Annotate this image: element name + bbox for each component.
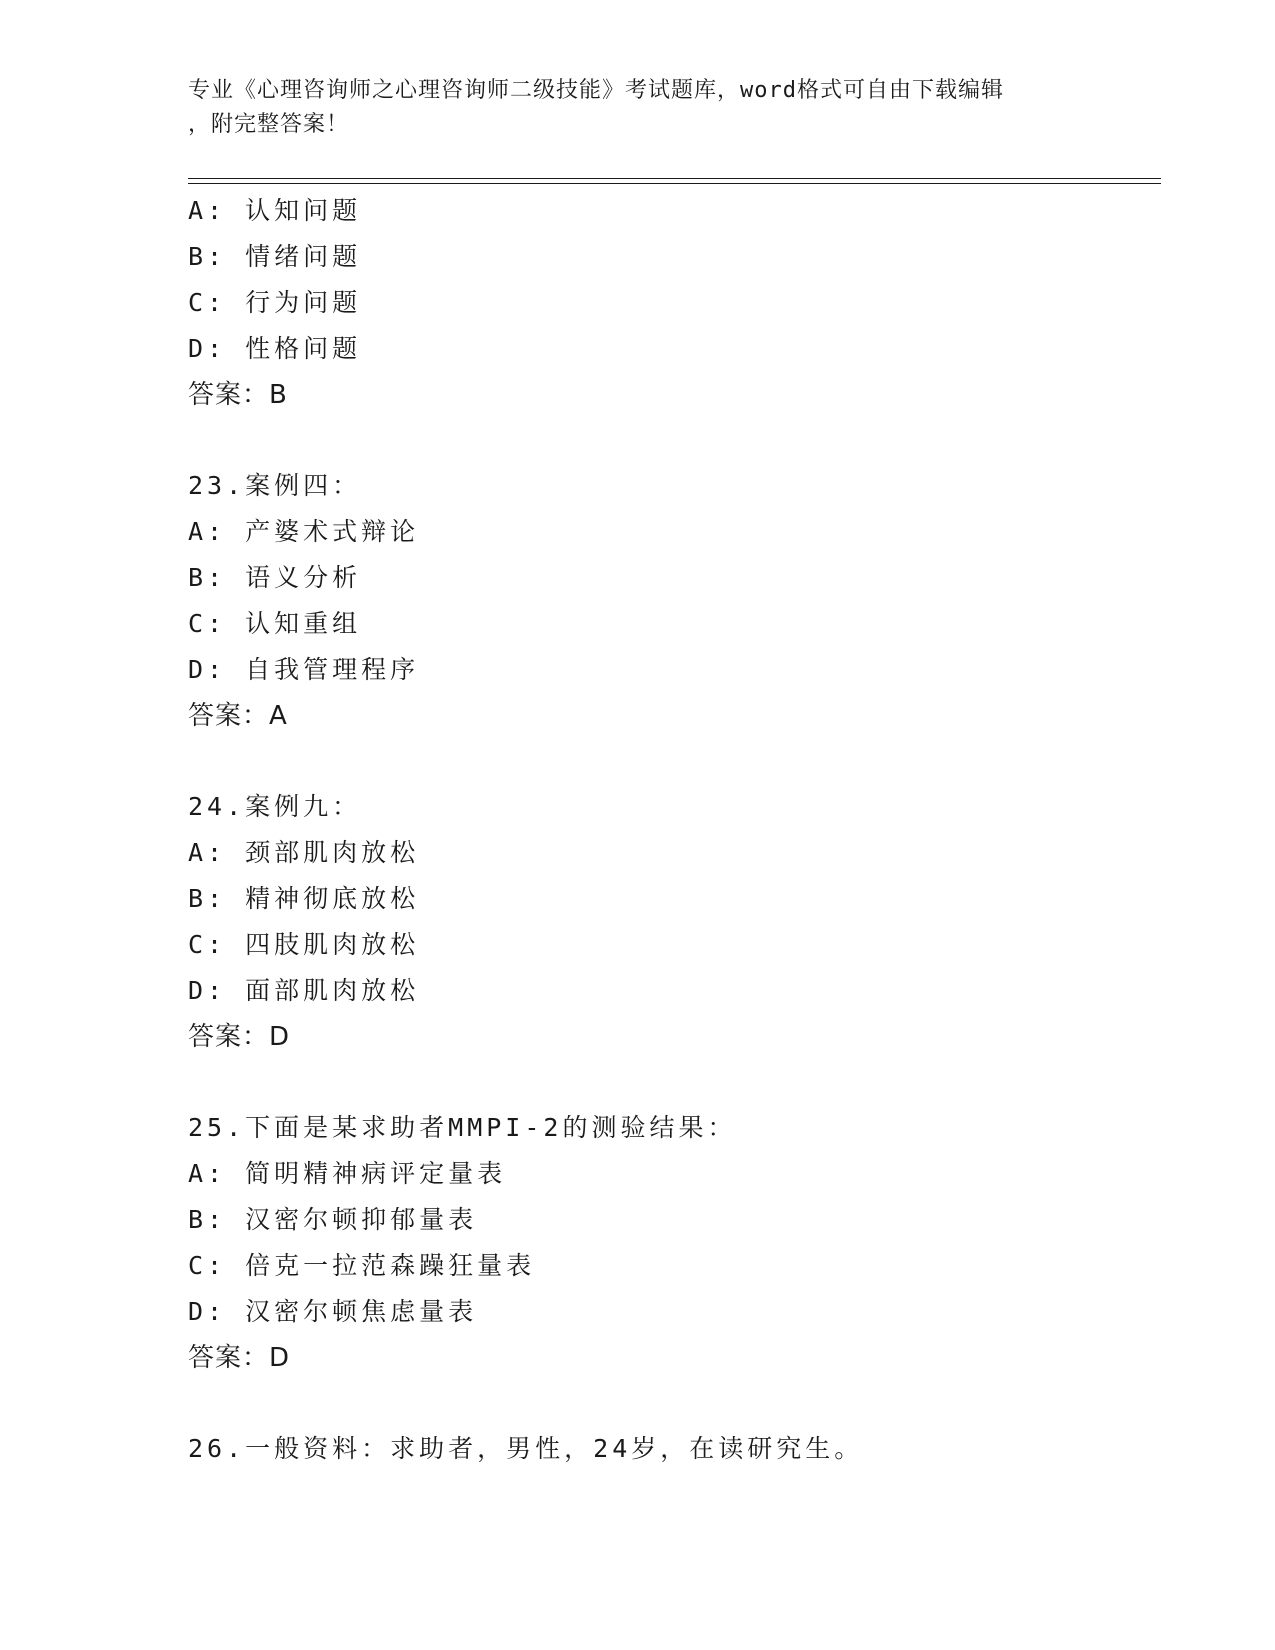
question-title: 26.一般资料：求助者，男性，24岁，在读研究生。 [188, 1434, 864, 1463]
spacer [188, 1060, 1161, 1105]
question-title: 23.案例四： [188, 471, 362, 500]
option-c: C: 四肢肌肉放松 [188, 930, 420, 959]
option-b: B: 汉密尔顿抑郁量表 [188, 1205, 478, 1234]
option-b: B: 情绪问题 [188, 242, 362, 271]
option-c: C: 倍克一拉范森躁狂量表 [188, 1251, 536, 1280]
question-title: 24.案例九： [188, 792, 362, 821]
question-24-block [188, 784, 1161, 1060]
header-divider-top [188, 178, 1161, 179]
answer-line: 答案：D [188, 1022, 291, 1052]
option-c: C: 认知重组 [188, 609, 362, 638]
header-line-2: ，附完整答案！ [188, 112, 350, 137]
question-title: 25.下面是某求助者MMPI-2的测验结果： [188, 1113, 737, 1142]
option-c: C: 行为问题 [188, 288, 362, 317]
question-23-block [188, 463, 1161, 739]
question-26-block [188, 1426, 1161, 1472]
answer-line: 答案：D [188, 1343, 291, 1373]
option-b: B: 语义分析 [188, 563, 362, 592]
spacer [188, 739, 1161, 784]
option-d: D: 自我管理程序 [188, 655, 420, 684]
option-a: A: 颈部肌肉放松 [188, 838, 420, 867]
option-a: A: 简明精神病评定量表 [188, 1159, 507, 1188]
question-22-block [188, 188, 1161, 418]
answer-line: 答案：B [188, 380, 288, 410]
answer-line: 答案：A [188, 701, 288, 731]
spacer [188, 1381, 1161, 1426]
document-header [188, 74, 1088, 142]
header-divider-bottom [188, 183, 1161, 184]
option-d: D: 面部肌肉放松 [188, 976, 420, 1005]
option-a: A: 产婆术式辩论 [188, 517, 420, 546]
question-list [188, 188, 1161, 1472]
question-25-block [188, 1105, 1161, 1381]
header-line-1: 专业《心理咨询师之心理咨询师二级技能》考试题库，word格式可自由下载编辑 [188, 78, 1004, 103]
option-a: A: 认知问题 [188, 196, 362, 225]
option-d: D: 性格问题 [188, 334, 362, 363]
option-b: B: 精神彻底放松 [188, 884, 420, 913]
option-d: D: 汉密尔顿焦虑量表 [188, 1297, 478, 1326]
spacer [188, 418, 1161, 463]
